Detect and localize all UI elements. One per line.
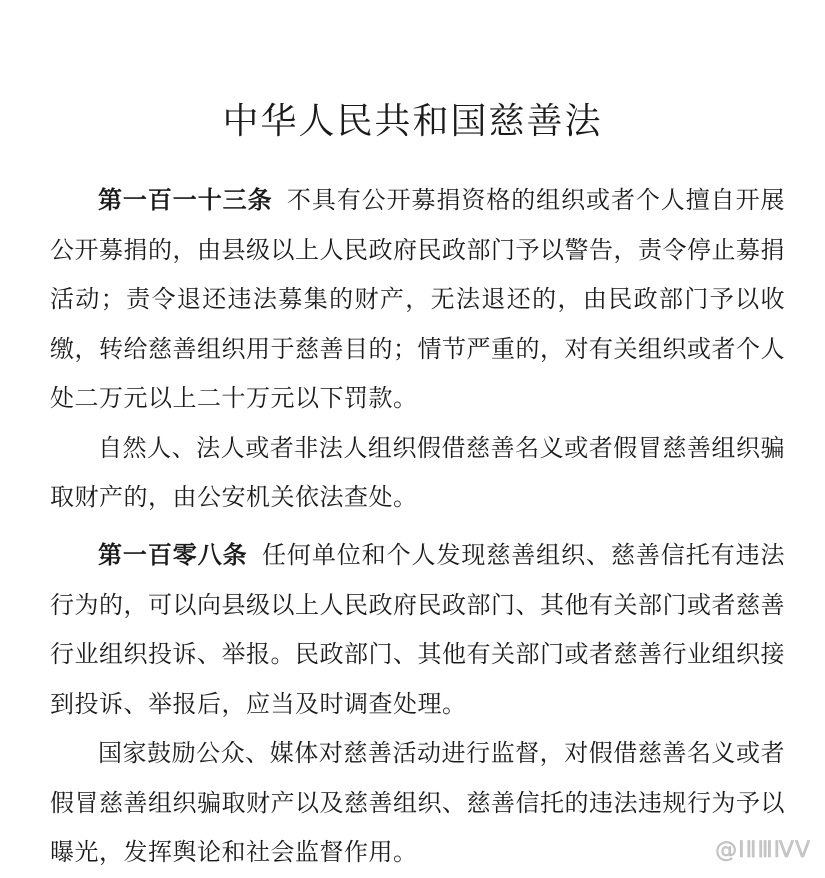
article-113 (50, 176, 785, 523)
article-108-text-1: 任何单位和个人发现慈善组织、慈善信托有违法行为的，可以向县级以上人民政府民政部门、其他有关部门或者慈善行业组织投诉、举报。民政部门、其他有关部门或者慈善行业组织接到投诉、举报后，应当及时调查处理。 (50, 541, 786, 718)
article-108 (50, 531, 785, 878)
article-108-paragraph-1 (50, 531, 785, 729)
article-113-paragraph-2 (50, 424, 785, 523)
document-title: 中华人民共和国慈善法 (222, 101, 603, 143)
article-113-text-1: 不具有公开募捐资格的组织或者个人擅自开展公开募捐的，由县级以上人民政府民政部门予以警告，责令停止募捐活动；责令退还违法募集的财产，无法退还的，由民政部门予以收缴，转给慈善组织用于慈善目的；情节严重的，对有关组织或者个人处二万元以上二十万元以下罚款。 (50, 186, 786, 412)
article-113-paragraph-1 (50, 176, 785, 424)
article-113-label: 第一百一十三条 (98, 186, 273, 214)
watermark-logo: @ⅠⅡⅢⅣⅤ (715, 838, 811, 863)
article-108-paragraph-2 (50, 729, 785, 878)
article-108-text-2: 国家鼓励公众、媒体对慈善活动进行监督，对假借慈善名义或者假冒慈善组织骗取财产以及慈善组织、慈善信托的违法违规行为予以曝光，发挥舆论和社会监督作用。 (50, 739, 785, 866)
article-108-label: 第一百零八条 (98, 541, 248, 569)
article-113-text-2: 自然人、法人或者非法人组织假借慈善名义或者假冒慈善组织骗取财产的，由公安机关依法查处。 (50, 433, 785, 511)
